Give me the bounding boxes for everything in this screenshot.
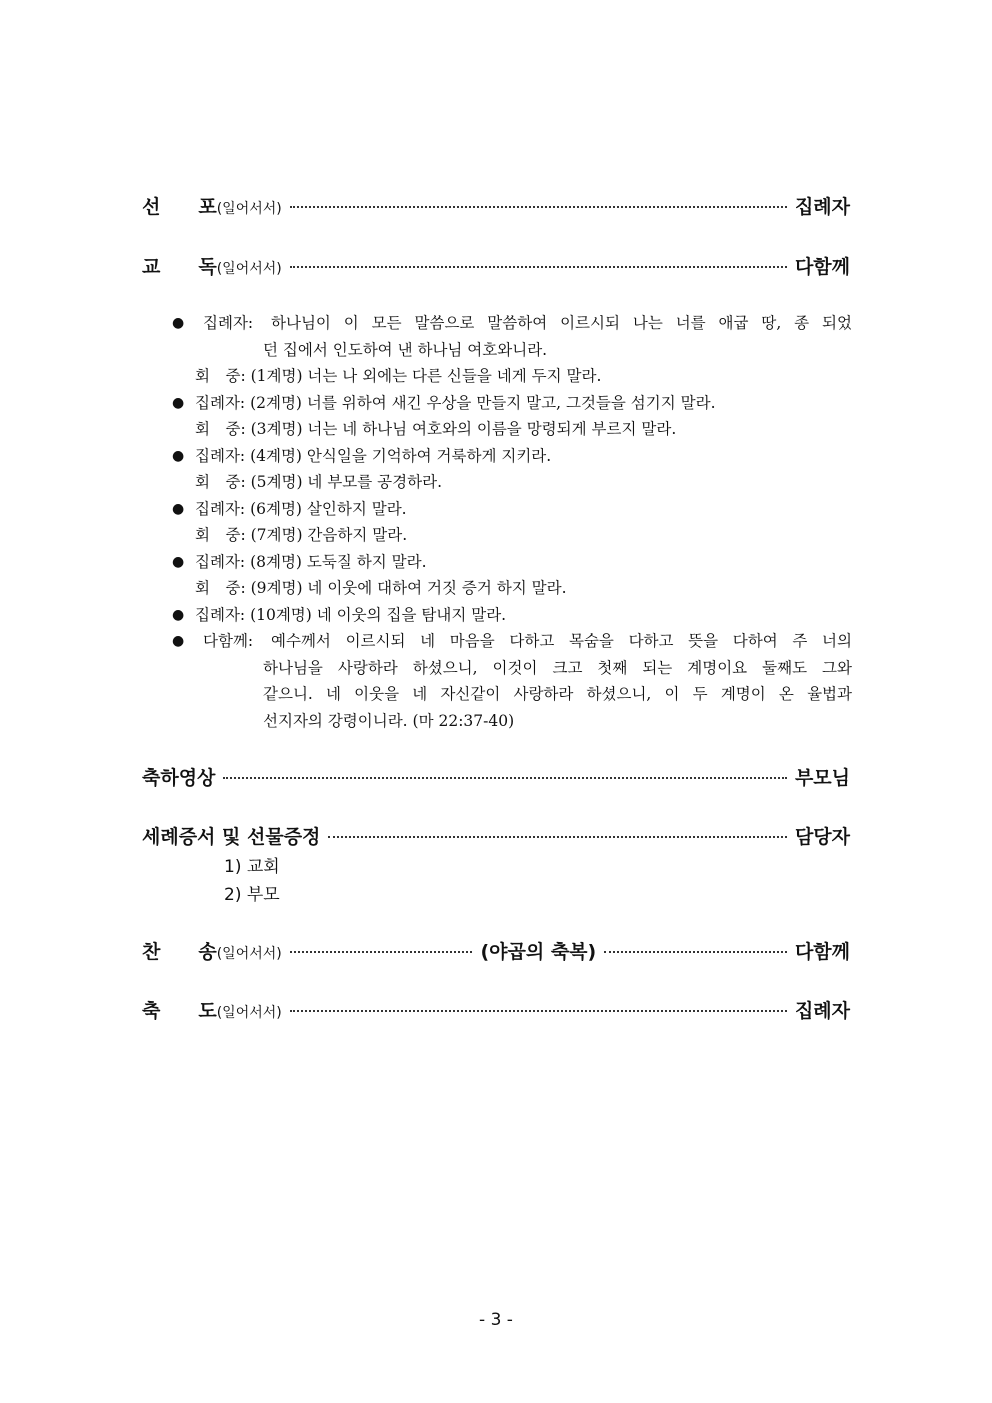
- hymn-leader: 다함께: [794, 941, 851, 963]
- dot-leader: [223, 777, 787, 779]
- reading-text: 집례자: (2계명) 너를 위하여 새긴 우상을 만들지 말고, 그것들을 섬기지 말라.: [195, 393, 716, 412]
- reading-text: 같으니. 네 이웃을 네 자신같이 사랑하라 하셨으니, 이 두 계명이 온 율법과: [263, 685, 852, 703]
- bullet-icon: ●: [172, 606, 185, 623]
- reading-line: [172, 655, 852, 682]
- video-row: [142, 763, 850, 790]
- video-title: 축하영상: [142, 767, 216, 789]
- reading-text: 선지자의 강령이니라. (마 22:37-40): [263, 711, 515, 730]
- responsive-reading-text: [172, 310, 852, 734]
- dot-leader: [290, 1010, 787, 1012]
- certificate-title: 세례증서 및 선물증정: [142, 826, 321, 848]
- reading-text: 예수께서 이르시되 네 마음을 다하고 목숨을 다하고 뜻을 다하여 주 너의: [271, 632, 852, 650]
- bullet-icon: ●: [172, 394, 185, 411]
- reading-line: [172, 363, 852, 390]
- bullet-icon: ●: [172, 447, 185, 464]
- reading-text: 하나님이 이 모든 말씀으로 말씀하여 이르시되 나는 너를 애굽 땅, 종 되었: [271, 314, 852, 332]
- certificate-leader: 담당자: [794, 826, 850, 848]
- reading-line: [172, 522, 852, 549]
- bullet-icon: ●: [172, 553, 185, 570]
- declaration-title: 선 포: [142, 196, 217, 218]
- page-number: - 3 -: [479, 1310, 513, 1330]
- responsive-note: (일어서서): [216, 261, 282, 277]
- reading-text: 회 중: (7계명) 간음하지 말라.: [195, 526, 408, 544]
- certificate-item: 1) 교회: [224, 857, 280, 877]
- reading-text: 회 중: (9계명) 네 이웃에 대하여 거짓 증거 하지 말라.: [195, 579, 567, 597]
- reading-line: [172, 310, 852, 337]
- declaration-row: [142, 192, 850, 219]
- reading-line: [172, 575, 852, 602]
- reading-text: 집례자: (6계명) 살인하지 말라.: [195, 499, 407, 518]
- reading-text: 회 중: (1계명) 너는 나 외에는 다른 신들을 네게 두지 말라.: [195, 367, 602, 385]
- reading-text: 집례자: (10계명) 네 이웃의 집을 탐내지 말라.: [195, 605, 507, 624]
- reading-text: 집례자: (4계명) 안식일을 기억하여 거룩하게 지키라.: [195, 446, 552, 465]
- reading-line: [172, 681, 852, 708]
- reading-line: [172, 602, 852, 629]
- reading-line: [172, 337, 852, 364]
- bullet-icon: ●: [172, 500, 185, 517]
- reading-line: [172, 549, 852, 576]
- reading-line: [172, 496, 852, 523]
- declaration-note: (일어서서): [216, 201, 282, 217]
- dot-leader: [604, 951, 787, 953]
- video-leader: 부모님: [794, 767, 850, 789]
- declaration-leader: 집례자: [794, 196, 850, 218]
- benediction-leader: 집례자: [794, 1000, 850, 1022]
- hymn-row: [142, 937, 850, 964]
- reading-line: [172, 443, 852, 470]
- dot-leader: [290, 206, 787, 208]
- reading-line: [172, 390, 852, 417]
- hymn-note: (일어서서): [216, 946, 282, 962]
- certificate-item: 2) 부모: [224, 885, 280, 905]
- reading-line: [172, 708, 852, 735]
- bullet-icon: ●: [172, 633, 185, 649]
- hymn-song-title: (야곱의 축복): [480, 941, 597, 963]
- reading-text: 던 집에서 인도하여 낸 하나님 여호와니라.: [263, 340, 548, 359]
- benediction-note: (일어서서): [216, 1005, 282, 1021]
- reading-text: 회 중: (5계명) 네 부모를 공경하라.: [195, 473, 442, 491]
- responsive-leader: 다함께: [794, 256, 850, 278]
- reading-line: [172, 628, 852, 655]
- reading-line: [172, 469, 852, 496]
- bullet-icon: ●: [172, 315, 185, 331]
- certificate-row: [142, 822, 850, 849]
- dot-leader: [328, 836, 787, 838]
- benediction-row: [142, 996, 850, 1023]
- hymn-title: 찬 송: [142, 941, 217, 963]
- responsive-reading-row: [142, 252, 850, 279]
- responsive-title: 교 독: [142, 256, 217, 278]
- reading-text: 하나님을 사랑하라 하셨으니, 이것이 크고 첫째 되는 계명이요 둘째도 그와: [263, 658, 852, 677]
- benediction-title: 축 도: [142, 1000, 217, 1022]
- speaker-label: 다함께:: [203, 632, 254, 650]
- reading-text: 집례자: (8계명) 도둑질 하지 말라.: [195, 552, 427, 571]
- reading-line: [172, 416, 852, 443]
- dot-leader: [290, 266, 787, 268]
- speaker-label: 집례자:: [203, 314, 254, 332]
- reading-text: 회 중: (3계명) 너는 네 하나님 여호와의 이름을 망령되게 부르지 말라.: [195, 420, 677, 438]
- dot-leader: [290, 951, 473, 953]
